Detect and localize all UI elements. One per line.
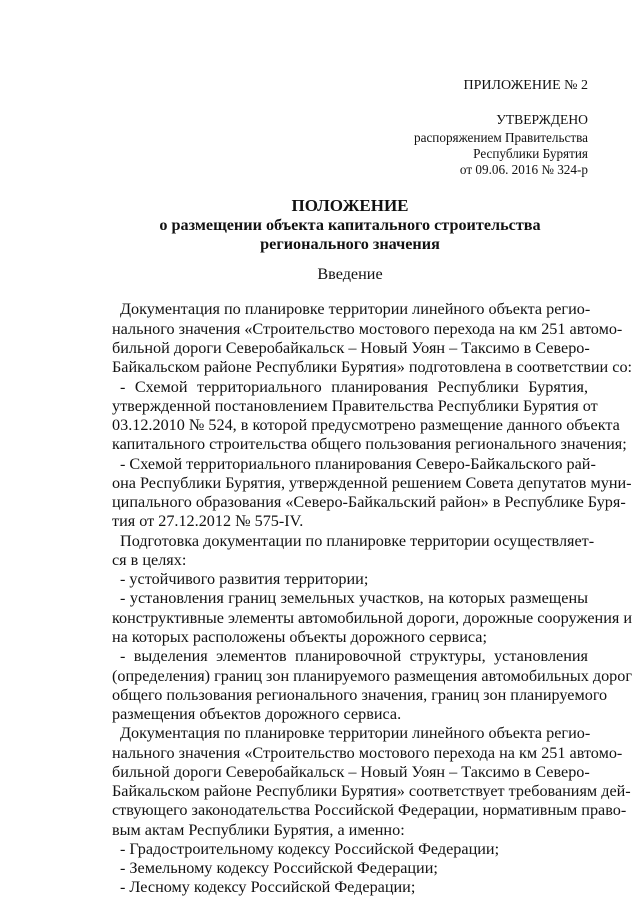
order-line-3: от 09.06. 2016 № 324-р [459, 162, 588, 177]
body-line: Подготовка документации по планировке территории осуществляет- [120, 532, 595, 550]
body-line: нального значения «Строительство мостового перехода на км 251 автомо- [112, 744, 623, 762]
document-title: ПОЛОЖЕНИЕ [291, 196, 409, 215]
body-line: она Республики Бурятия, утвержденной решением Совета депутатов муни- [112, 474, 632, 492]
body-line: капитального строительства общего пользования регионального значения; [112, 435, 627, 453]
body-line: - Схемой территориального планирования Северо-Байкальского рай- [120, 455, 596, 473]
body-line: - выделения элементов планировочной структуры, установления [120, 647, 588, 665]
body-line: - Земельному кодексу Российской Федерации; [120, 859, 438, 877]
body-line: 03.12.2010 № 524, в которой предусмотрено размещение данного объекта [112, 416, 620, 434]
body-line: - Градостроительному кодексу Российской Федерации; [120, 840, 500, 858]
body-line: бильной дороги Северобайкальск – Новый Уоян – Таксимо в Северо- [112, 763, 590, 781]
order-line-2: Республики Бурятия [473, 146, 588, 161]
appendix-label: ПРИЛОЖЕНИЕ № 2 [463, 78, 588, 93]
body-line: ципального образования «Северо-Байкальский район» в Республике Буря- [112, 493, 626, 511]
body-line: ся в целях: [112, 551, 187, 569]
body-line: - установления границ земельных участков, на которых размещены [120, 589, 588, 607]
document-subtitle-1: о размещении объекта капитального строительства [159, 216, 541, 234]
order-line-1: распоряжением Правительства [414, 130, 588, 145]
body-line: Байкальском районе Республики Бурятия» подготовлена в соответствии со: [112, 358, 633, 376]
body-line: Байкальском районе Республики Бурятия» соответствует требованиям дей- [112, 782, 631, 800]
body-line: бильной дороги Северобайкальск – Новый Уоян – Таксимо в Северо- [112, 339, 590, 357]
body-line: - устойчивого развития территории; [120, 570, 369, 588]
section-heading: Введение [317, 265, 383, 283]
body-line: ствующего законодательства Российской Федерации, нормативным право- [112, 801, 627, 819]
body-line: - Лесному кодексу Российской Федерации; [120, 878, 416, 896]
body-line: конструктивные элементы автомобильной дороги, дорожные сооружения и [112, 609, 633, 627]
body-line: - Схемой территориального планирования Республики Бурятия, [120, 378, 588, 396]
body-line: Документация по планировке территории линейного объекта регио- [120, 300, 591, 318]
approved-label: УТВЕРЖДЕНО [496, 112, 588, 127]
body-line: вым актам Республики Бурятия, а именно: [112, 821, 405, 839]
body-line: Документация по планировке территории линейного объекта регио- [120, 724, 591, 742]
body-line: нального значения «Строительство мостового перехода на км 251 автомо- [112, 320, 623, 338]
body-line: общего пользования регионального значения, границ зон планируемого [112, 686, 608, 704]
body-line: (определения) границ зон планируемого размещения автомобильных дорог [112, 667, 633, 685]
body-line: на которых расположены объекты дорожного сервиса; [112, 628, 487, 646]
body-line: тия от 27.12.2012 № 575-IV. [112, 512, 304, 530]
document-subtitle-2: регионального значения [260, 235, 440, 253]
body-line: утвержденной постановлением Правительства Республики Бурятия от [112, 397, 598, 415]
body-line: размещения объектов дорожного сервиса. [112, 705, 402, 723]
